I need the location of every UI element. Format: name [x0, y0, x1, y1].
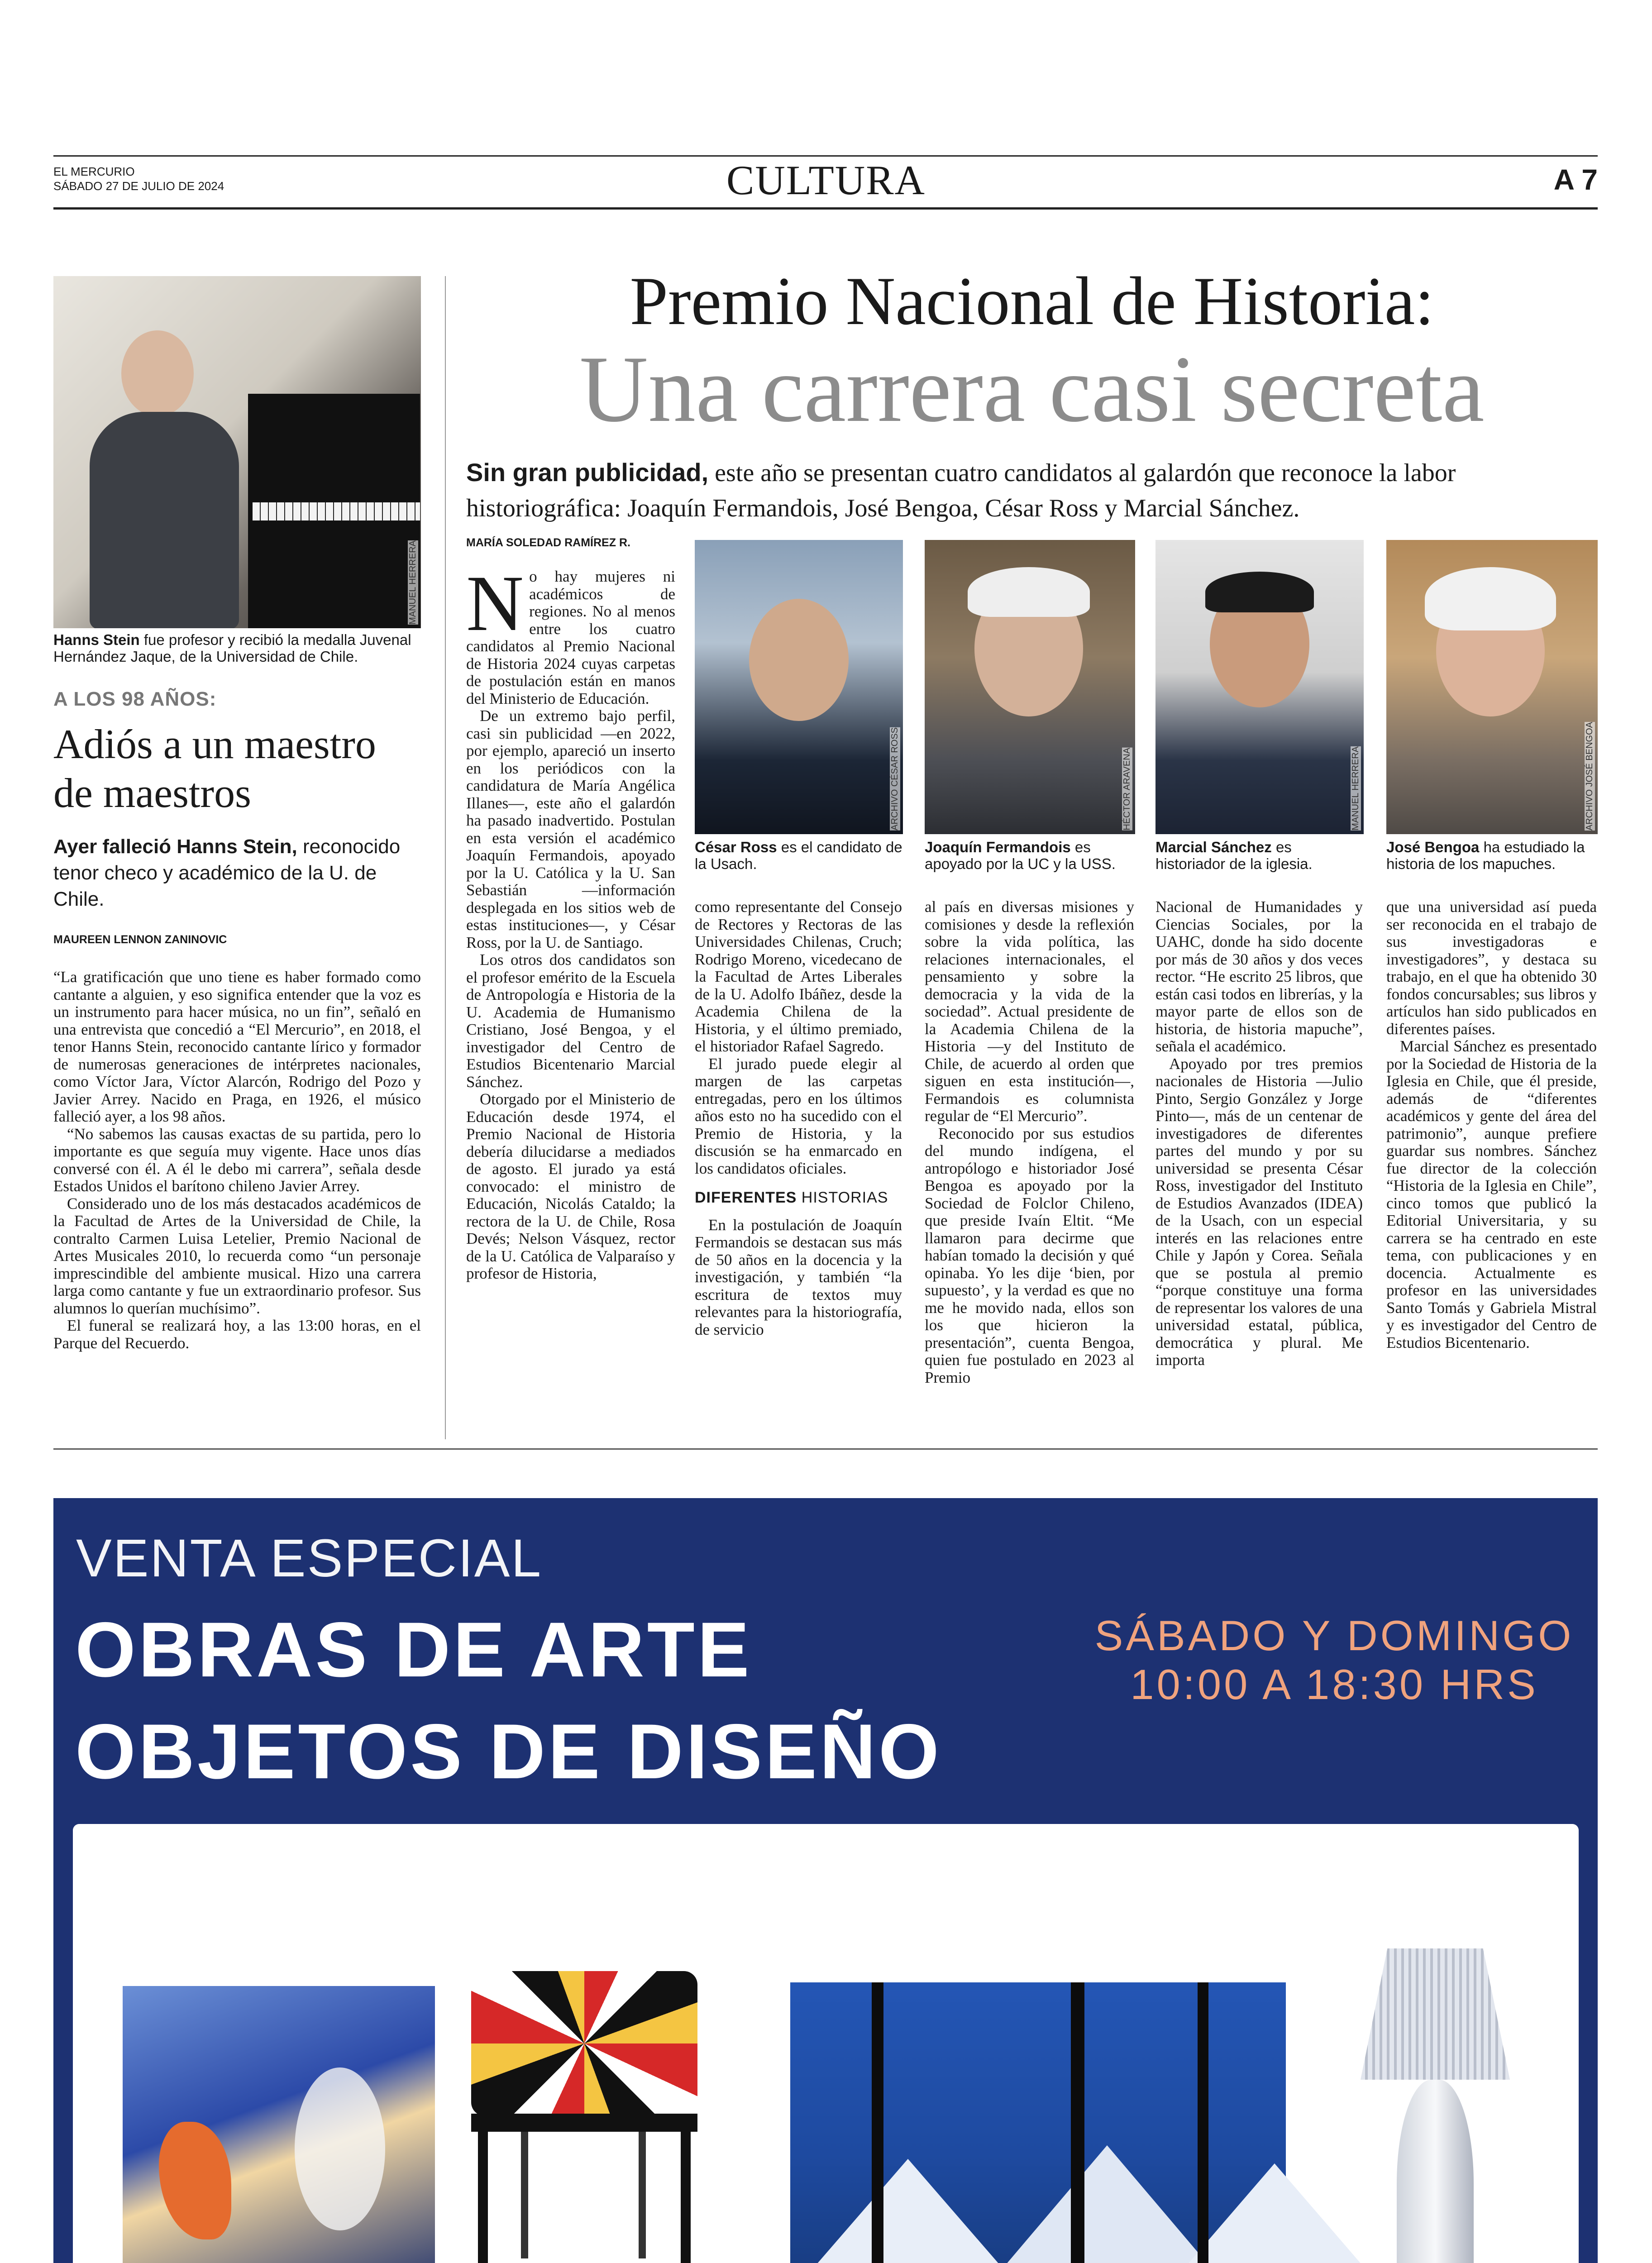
chair-frame	[471, 2114, 697, 2132]
portrait-caption: Marcial Sánchez es historiador de la iglesia.	[1155, 839, 1313, 872]
header-rule	[53, 207, 1598, 210]
bourgie-lamp-shade	[1361, 1948, 1510, 2080]
person-head	[121, 330, 194, 416]
masthead-date: SÁBADO 27 DE JULIO DE 2024	[53, 179, 224, 193]
main-col-3	[925, 898, 1134, 1386]
samy-benmayor-painting	[123, 1986, 435, 2263]
tree-trunk	[1198, 1982, 1208, 2263]
main-paragraph: En la postulación de Joaquín Fermandois se destacan sus más de 50 años en la docencia y la investigación, y también “la escritura de textos muy relevantes para la historiografía, de servicio	[695, 1216, 902, 1338]
chair-leg	[639, 2132, 646, 2258]
story-bottom-rule	[53, 1448, 1598, 1450]
main-paragraph: que una universidad así pueda ser reconocida en el trabajo de sus investigadoras e investigadores”, y destaca su trabajo, en el que ha obtenido 30 fondos concursables; sus libros y artículos han sido publicados en diferentes países.	[1386, 898, 1597, 1038]
ad-title-2: OBJETOS DE DISEÑO	[75, 1708, 942, 1795]
side-paragraph: “La gratificación que uno tiene es haber formado como cantante a alguien, y eso significa entender que la voz es un instrumento para hacer música, no un fin”, señaló en una entrevista que concedió a “El Mercurio”, en 2018, el tenor Hanns Stein, reconocido cantante lírico y formador de numerosas generaciones de intérpretes nacionales, como Víctor Jara, Víctor Alarcón, Rodrigo del Pozo y Javier Arrey. Nacido en Praga, en 1926, el músico falleció ayer, a los 98 años.	[53, 968, 421, 1125]
chair-leg	[478, 2132, 488, 2263]
masthead-name: EL MERCURIO	[53, 165, 135, 178]
main-paragraph: Nacional de Humanidades y Ciencias Sociales, por la UAHC, donde ha sido docente por más de 30 años y dos veces rector. “He escrito 25 libros, que están casi todos en librerías, y la mayor parte de ellos son de historia, de historia mapuche”, señala el académico.	[1155, 898, 1363, 1055]
section-title: CULTURA	[726, 157, 926, 203]
photo-credit: ARCHIVO JOSÉ BENGOA	[1585, 721, 1595, 831]
portrait-cesar-ross	[695, 540, 903, 834]
side-headline: Adiós a un maestro de maestros	[53, 721, 376, 816]
main-col-4	[1155, 898, 1363, 1369]
portrait-joaquin-fermandois	[925, 540, 1135, 834]
ad-title-1: OBRAS DE ARTE	[75, 1606, 752, 1693]
main-deck: Sin gran publicidad, este año se presentan cuatro candidatos al galardón que reconoce la labor historiográfica: Joaquín Fermandois, José Bengoa, César Ross y Marcial Sánchez.	[466, 458, 1456, 522]
dropcap: N	[466, 559, 524, 648]
painting-figure	[295, 2067, 385, 2230]
ad-featured-panel	[73, 1824, 1579, 2263]
main-paragraph: Reconocido por sus estudios del mundo indígena, el antropólogo e historiador José Bengoa es apoyado por la Sociedad de Folclor Chileno, que preside Ivaín Eltit. “Me llamaron para decirme que habían tomado la decisión y qué opinaba. Yo les dije ‘bien, por supuesto’, y la verdad es que no me he movido nada, ellos son los que hicieron la presentación”, cuenta Bengoa, quien fue postulado en 2023 al Premio	[925, 1124, 1134, 1386]
tree-trunk	[872, 1982, 883, 2263]
side-photo-caption: Hanns Stein fue profesor y recibió la medalla Juvenal Hernández Jaque, de la Universidad de Chile.	[53, 631, 411, 665]
portrait-hair	[1205, 572, 1314, 612]
main-headline-2: Una carrera casi secreta	[579, 337, 1485, 442]
bourgie-lamp-base	[1397, 2080, 1474, 2263]
main-paragraph: Los otros dos candidatos son el profesor emérito de la Escuela de Antropología e Historia de la U. Academia de Humanismo Cristiano, José Bengoa, y el investigador del Centro de Estudios Bicentenario Marcial Sánchez.	[466, 951, 675, 1091]
portrait-marcial-sanchez	[1155, 540, 1364, 834]
main-paragraph: al país en diversas misiones y comisiones y desde la reflexión sobre la vida política, las relaciones internacionales, el pensamiento y sobre la democracia y la vida de la sociedad”. Actual presidente de la Academia Chilena de la Historia —y del Instituto de Chile, de acuerdo al orden que siguen en esta institución—, Fermandois es columnista regular de “El Mercurio”.	[925, 898, 1134, 1125]
hanns-stein-photo	[53, 276, 421, 628]
main-paragraph: Marcial Sánchez es presentado por la Sociedad de Historia de la Iglesia en Chile, que él preside, además de “diferentes académicos y gente del área del patrimonio”, aunque prefiere guardar sus nombres. Sánchez fue director de la colección “Historia de la Iglesia en Chile”, cinco tomos que publicó la Editorial Universitaria, y su carrera se ha centrado en este tema, con publicaciones y en docencia. Actualmente es profesor en las universidades Santo Tomás y Gabriela Mistral y es investigador del Centro de Estudios Bicentenario.	[1386, 1037, 1597, 1351]
main-paragraph: como representante del Consejo de Rectores y Rectoras de las Universidades Chilenas, Cruch; Rodrigo Moreno, vicedecano de la Facultad de Artes Liberales de la U. Adolfo Ibáñez, desde la Academia Chilena de la Historia, y el último premiado, el historiador Rafael Sagredo.	[695, 898, 902, 1055]
mountain-shape	[1161, 2163, 1388, 2263]
page-number: A 7	[1553, 163, 1598, 196]
main-paragraph: o hay mujeres ni académicos de regiones. No al menos entre los cuatro candidatos al Premio Nacional de Historia 2024 cuyas carpetas de postulación están en manos del Ministerio de Educación.	[466, 568, 675, 707]
portrait-caption: César Ross es el candidato de la Usach.	[695, 839, 902, 872]
tree-trunk	[1071, 1982, 1084, 2263]
painting-figure	[159, 2122, 231, 2239]
photo-credit: HÉCTOR ARAVENA	[1122, 748, 1132, 831]
ad-hours: 10:00 A 18:30 HRS	[1130, 1661, 1538, 1708]
person-body	[90, 412, 239, 628]
mademoiselle-chair-seat	[471, 1971, 697, 2116]
ad-days: SÁBADO Y DOMINGO	[1094, 1612, 1574, 1659]
side-paragraph: El funeral se realizará hoy, a las 13:00 horas, en el Parque del Recuerdo.	[53, 1317, 421, 1352]
portrait-jose-bengoa	[1386, 540, 1598, 834]
pablo-dominguez-painting	[790, 1982, 1286, 2263]
side-byline: MAUREEN LENNON ZANINOVIC	[53, 933, 227, 946]
main-headline-1: Premio Nacional de Historia:	[630, 263, 1434, 339]
ad-kicker: VENTA ESPECIAL	[76, 1528, 543, 1588]
main-paragraph: El jurado puede elegir al margen de las carpetas entregadas, pero en los últimos años esto no ha sucedido con el Premio de Historia, y la discusión se ha enmarcado en los candidatos oficiales.	[695, 1055, 902, 1177]
main-paragraph: Otorgado por el Ministerio de Educación desde 1974, el Premio Nacional de Historia debería dilucidarse a mediados de agosto. El jurado ya está convocado: el ministro de Educación, Nicolás Cataldo; la rectora de la U. de Chile, Rosa Devés; Nelson Vásquez, rector de la U. Católica de Valparaíso y profesor de Historia,	[466, 1090, 675, 1282]
main-col-5	[1386, 898, 1597, 1351]
main-paragraph: Apoyado por tres premios nacionales de Historia —Julio Pinto, Sergio González y Jorge Pinto—, más de un centenar de investigadores de diferentes partes del mundo y por su universidad se presenta César Ross, investigador del Instituto de Estudios Avanzados (IDEA) de la Usach, con un especial interés en las relaciones entre Chile y Japón y Corea. Señala que se postula al premio “porque constituye una forma de representar los valores de una universidad estatal, pública, democrática y plural. Me importa	[1155, 1055, 1363, 1369]
main-col-2	[695, 898, 902, 1338]
ad-banner	[53, 1498, 1598, 2263]
chair-leg	[521, 2132, 528, 2258]
main-paragraph: De un extremo bajo perfil, casi sin publicidad —en 2022, por ejemplo, apareció un inserto en los periódicos con la candidatura de María Angélica Illanes—, este año el galardón ha pasado inadvertido. Postulan en esta versión el académico Joaquín Fermandois, apoyado por la U. Católica y la U. San Sebastián —información desplegada en los sitios web de estas instituciones—, y César Ross, por la U. de Santiago.	[466, 707, 675, 951]
subhead-diferentes-historias: DIFERENTES HISTORIAS	[695, 1189, 888, 1206]
portrait-hair	[1425, 567, 1556, 630]
main-col-1	[466, 559, 675, 1283]
column-divider	[445, 276, 446, 1439]
side-kicker: A LOS 98 AÑOS:	[53, 688, 217, 710]
photo-credit: MANUEL HERRERA	[408, 540, 418, 625]
side-paragraph: “No sabemos las causas exactas de su partida, pero lo importante es que seguía muy vigente. Hace unos días conversé con él. A él le debo mi carrera”, señala desde Estados Unidos el barítono chileno Javier Arrey.	[53, 1125, 421, 1195]
photo-credit: ARCHIVO CÉSAR ROSS	[890, 727, 900, 831]
portrait-face	[749, 599, 849, 721]
main-byline: MARÍA SOLEDAD RAMÍREZ R.	[466, 536, 630, 549]
chair-leg	[681, 2132, 691, 2263]
portrait-hair	[968, 567, 1090, 617]
side-body	[53, 969, 421, 1352]
portrait-caption: Joaquín Fermandois es apoyado por la UC y la USS.	[925, 839, 1116, 872]
portrait-caption: José Bengoa ha estudiado la historia de los mapuches.	[1386, 839, 1585, 872]
side-paragraph: Considerado uno de los más destacados académicos de la Facultad de Artes de la Universidad de Chile, la contralto Carmen Luisa Letelier, Premio Nacional de Artes Musicales 2010, lo recuerda como “un personaje imprescindible del ambiente musical. Hizo una carrera larga como cantante y fue un extraordinario profesor. Sus alumnos lo querían muchísimo”.	[53, 1194, 421, 1317]
side-deck: Ayer falleció Hanns Stein, reconocido tenor checo y académico de la U. de Chile.	[53, 835, 401, 910]
piano-keys	[253, 502, 420, 520]
photo-credit: MANUEL HERRERA	[1351, 746, 1361, 831]
